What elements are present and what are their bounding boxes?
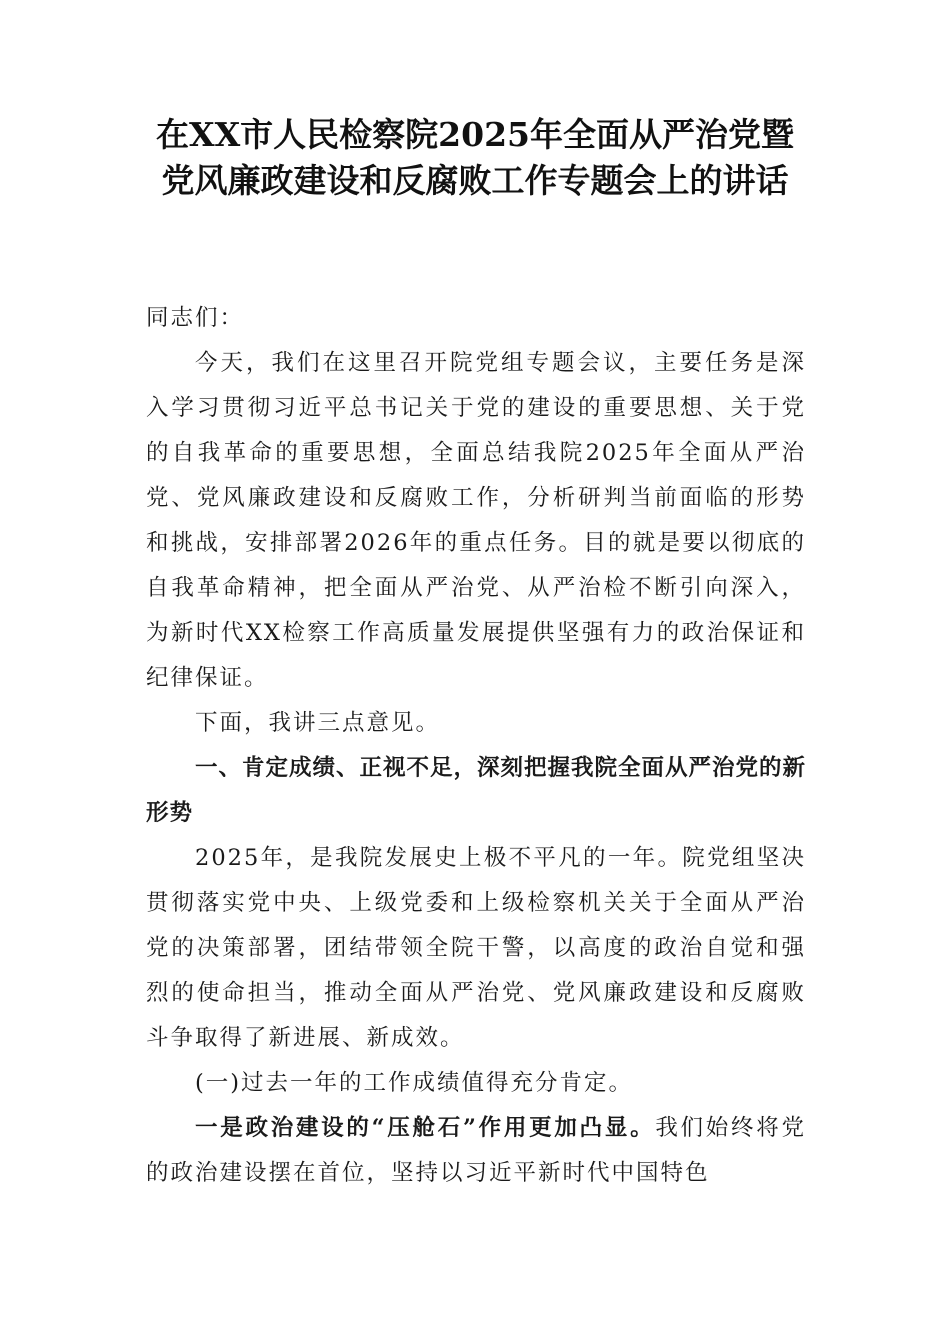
document-body	[146, 296, 806, 1196]
paragraph-outline: 下面，我讲三点意见。	[195, 710, 441, 736]
document-title: 在XX市人民检察院2025年全面从严治党暨党风廉政建设和反腐败工作专题会上的讲话	[155, 115, 795, 200]
paragraph-lead-bold: 一是政治建设的“压舱石”作用更加凸显。	[195, 1115, 656, 1141]
paragraph-2025-review: 2025年，是我院发展史上极不平凡的一年。院党组坚决贯彻落实党中央、上级党委和上级检察机关关于全面从严治党的决策部署，团结带领全院干警，以高度的政治自觉和强烈的使命担当，推动全面从严治党、党风廉政建设和反腐败斗争取得了新进展、新成效。	[146, 845, 806, 1051]
subsection-heading-1: (一)过去一年的工作成绩值得充分肯定。	[195, 1070, 634, 1096]
paragraph-opening: 今天，我们在这里召开院党组专题会议，主要任务是深入学习贯彻习近平总书记关于党的建设的重要思想、关于党的自我革命的重要思想，全面总结我院2025年全面从严治党、党风廉政建设和反腐败工作，分析研判当前面临的形势和挑战，安排部署2026年的重点任务。目的就是要以彻底的自我革命精神，把全面从严治党、从严治检不断引向深入，为新时代XX检察工作高质量发展提供坚强有力的政治保证和纪律保证。	[146, 350, 806, 691]
section-heading-1: 一、肯定成绩、正视不足，深刻把握我院全面从严治党的新形势	[146, 755, 807, 826]
paragraph-political-building	[146, 1106, 806, 1196]
salutation: 同志们：	[146, 305, 245, 331]
paragraph-lead-rest: 我们始终将党的政治建设摆在首位，坚持以习近平新时代中国特色	[146, 1115, 806, 1186]
